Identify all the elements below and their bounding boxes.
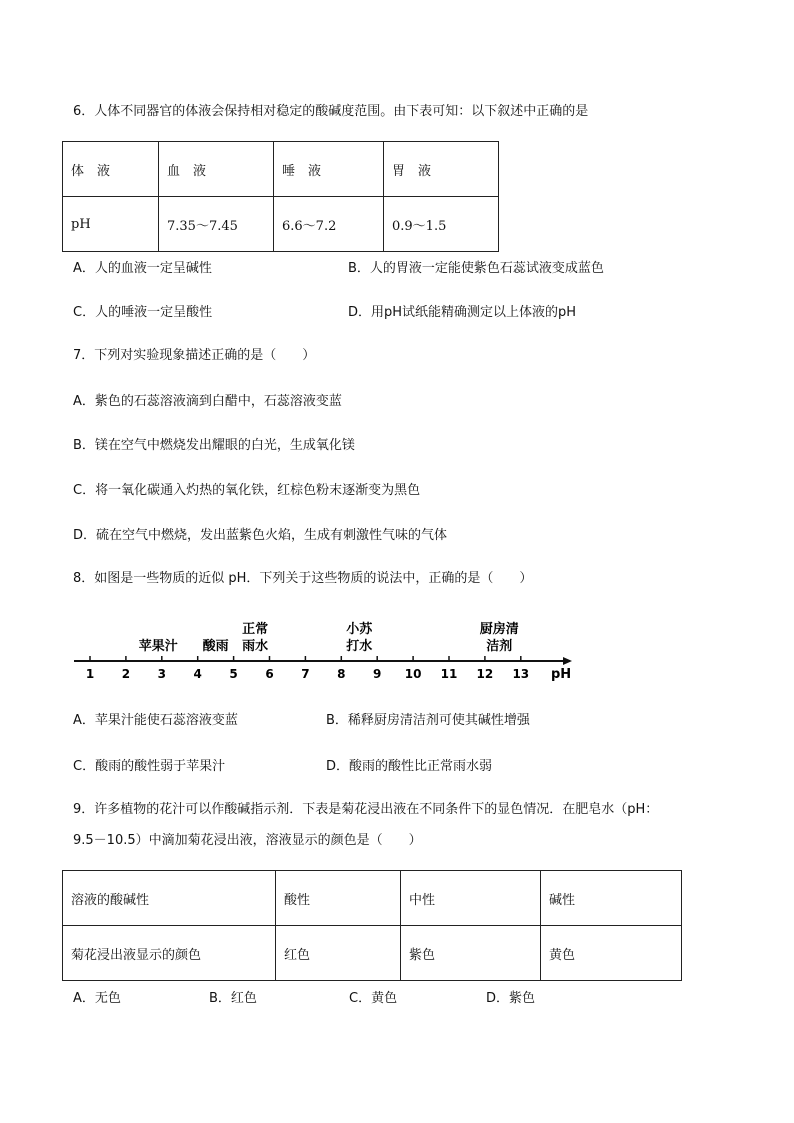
q6-option-c: C．人的唾液一定呈酸性 — [73, 305, 213, 320]
q9-stem-line-2: 9.5－10.5）中滴加菊花浸出液，溶液显示的颜色是（ ） — [73, 833, 422, 848]
table-cell: 红色 — [276, 926, 401, 981]
ph-tick-label: 13 — [512, 667, 530, 681]
ph-substance-label: 雨水 — [242, 639, 269, 654]
table-row — [63, 142, 499, 197]
q7-stem: 7．下列对实验现象描述正确的是（ ） — [73, 348, 316, 363]
ph-substance-label: 小苏 — [346, 622, 373, 637]
q6-ph-table — [62, 141, 499, 252]
ph-tick-label: 1 — [85, 667, 95, 681]
table-cell: 血 液 — [159, 142, 274, 197]
table-cell: 溶液的酸碱性 — [63, 871, 276, 926]
q8-stem: 8．如图是一些物质的近似 pH．下列关于这些物质的说法中，正确的是（ ） — [73, 571, 533, 586]
ph-substance-label: 正常 — [242, 622, 269, 637]
ph-scale-labels — [139, 621, 519, 654]
table-cell: 唾 液 — [274, 142, 384, 197]
q8-option-d: D．酸雨的酸性比正常雨水弱 — [326, 759, 493, 774]
table-cell: 中性 — [401, 871, 541, 926]
table-cell: 体 液 — [63, 142, 159, 197]
ph-substance-label: 打水 — [346, 639, 373, 654]
q6-stem: 6．人体不同器官的体液会保持相对稳定的酸碱度范围。由下表可知：以下叙述中正确的是 — [73, 104, 589, 119]
ph-substance-label: 厨房清 — [479, 622, 519, 637]
table-cell: 7.35～7.45 — [159, 197, 274, 252]
q9-stem-line-1: 9．许多植物的花汁可以作酸碱指示剂．下表是菊花浸出液在不同条件下的显色情况．在肥皂水（pH： — [73, 802, 659, 817]
table-cell: 碱性 — [541, 871, 682, 926]
ph-tick-label: 2 — [121, 667, 131, 681]
table-row — [63, 926, 682, 981]
ph-axis-label: pH — [551, 667, 572, 682]
q8-option-b: B．稀释厨房清洁剂可使其碱性增强 — [326, 713, 530, 728]
ph-tick-label: 9 — [373, 667, 382, 681]
q8-option-a: A．苹果汁能使石蕊溶液变蓝 — [73, 713, 238, 728]
table-cell: 菊花浸出液显示的颜色 — [63, 926, 276, 981]
table-row — [63, 871, 682, 926]
q9-option-d: D．紫色 — [486, 991, 536, 1006]
table-cell: 紫色 — [401, 926, 541, 981]
q6-option-d: D．用pH试纸能精确测定以上体液的pH — [348, 305, 577, 320]
table-cell: 酸性 — [276, 871, 401, 926]
ph-tick-label: 4 — [193, 667, 202, 681]
table-cell: 0.9～1.5 — [384, 197, 499, 252]
ph-tick-label: 12 — [476, 667, 494, 681]
ph-scale-ticks — [86, 656, 529, 681]
table-cell: pH — [63, 197, 159, 252]
ph-scale-figure — [60, 612, 590, 688]
q7-option-b: B．镁在空气中燃烧发出耀眼的白光，生成氧化镁 — [73, 438, 355, 453]
ph-substance-label: 洁剂 — [486, 639, 513, 654]
ph-substance-label: 酸雨 — [202, 639, 229, 654]
q9-option-b: B．红色 — [209, 991, 257, 1006]
ph-tick-label: 3 — [157, 667, 166, 681]
q9-option-c: C．黄色 — [349, 991, 398, 1006]
ph-tick-label: 10 — [404, 667, 422, 681]
table-cell: 胃 液 — [384, 142, 499, 197]
q6-option-a: A．人的血液一定呈碱性 — [73, 261, 212, 276]
ph-substance-label: 苹果汁 — [138, 639, 178, 654]
ph-tick-label: 7 — [301, 667, 310, 681]
ph-tick-label: 8 — [337, 667, 346, 681]
q7-option-c: C．将一氧化碳通入灼热的氧化铁，红棕色粉末逐渐变为黑色 — [73, 483, 421, 498]
table-row — [63, 197, 499, 252]
q7-option-d: D．硫在空气中燃烧，发出蓝紫色火焰，生成有刺激性气味的气体 — [73, 528, 448, 543]
q7-option-a: A．紫色的石蕊溶液滴到白醋中，石蕊溶液变蓝 — [73, 394, 342, 409]
q9-color-table — [62, 870, 682, 981]
q9-option-a: A．无色 — [73, 991, 121, 1006]
q8-option-c: C．酸雨的酸性弱于苹果汁 — [73, 759, 226, 774]
table-cell: 黄色 — [541, 926, 682, 981]
q6-option-b: B．人的胃液一定能使紫色石蕊试液变成蓝色 — [348, 261, 604, 276]
ph-tick-label: 6 — [265, 667, 274, 681]
ph-tick-label: 5 — [229, 667, 238, 681]
table-cell: 6.6～7.2 — [274, 197, 384, 252]
ph-tick-label: 11 — [440, 667, 458, 681]
ph-axis-arrow — [563, 657, 572, 665]
